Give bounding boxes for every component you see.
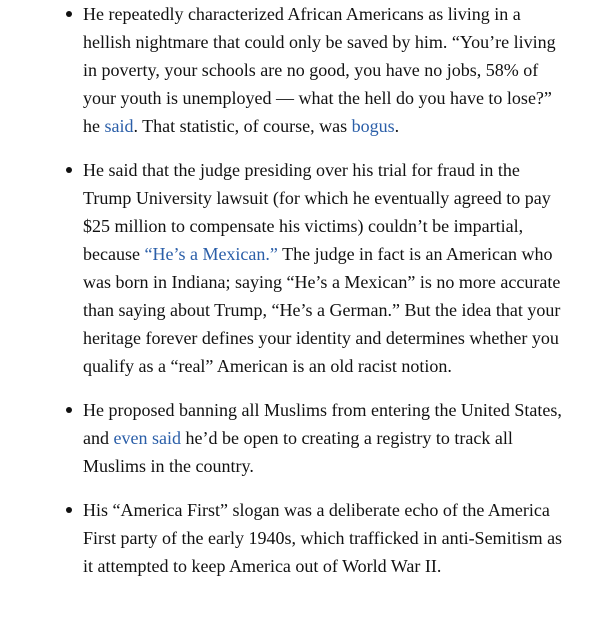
text-segment: He said that the judge presiding over his trial for fraud in the Trump University lawsuit (for which he eventually agreed to pay $25 million to compensate his victims) couldn’t be impartial, because bbox=[83, 160, 551, 264]
text-segment: . That statistic, of course, was bbox=[133, 116, 352, 136]
text-segment: He proposed banning all Muslims from entering the United States, and bbox=[83, 400, 562, 448]
bullet-text bbox=[83, 496, 568, 580]
bullet-dot-icon bbox=[66, 507, 72, 513]
link-said[interactable]: said bbox=[104, 116, 134, 136]
bullet-text bbox=[83, 156, 568, 380]
bullet-item-america-first bbox=[0, 496, 592, 580]
bullet-item-muslim-ban bbox=[0, 396, 592, 480]
text-segment: . bbox=[394, 116, 400, 136]
text-segment: He repeatedly characterized African Americans as living in a hellish nightmare that could only be saved by him. “You’re living in poverty, your schools are no good, you have no jobs, 58% of your youth is unemployed — what the hell do you have to lose?” he bbox=[83, 4, 556, 136]
link-bogus[interactable]: bogus bbox=[351, 116, 395, 136]
link-even-said[interactable]: even said bbox=[113, 428, 181, 448]
text-segment: he’d be open to creating a registry to track all Muslims in the country. bbox=[83, 428, 513, 476]
bullet-dot-icon bbox=[66, 11, 72, 17]
bullet-text bbox=[83, 396, 568, 480]
link-hes-a-mexican[interactable]: “He’s a Mexican.” bbox=[144, 244, 278, 264]
bullet-item-judge-remark bbox=[0, 156, 592, 380]
bullet-dot-icon bbox=[66, 167, 72, 173]
bullet-dot-icon bbox=[66, 407, 72, 413]
bullet-item-poverty-claim bbox=[0, 0, 592, 140]
text-segment: His “America First” slogan was a deliberate echo of the America First party of the early 1940s, which trafficked in anti-Semitism as it attempted to keep America out of World War II. bbox=[83, 500, 563, 576]
bullet-text bbox=[83, 0, 568, 140]
text-segment: The judge in fact is an American who was born in Indiana; saying “He’s a Mexican” is no more accurate than saying about Trump, “He’s a German.” But the idea that your heritage forever defines your identity and determines whether you qualify as a “real” American is an old racist notion. bbox=[83, 244, 561, 376]
